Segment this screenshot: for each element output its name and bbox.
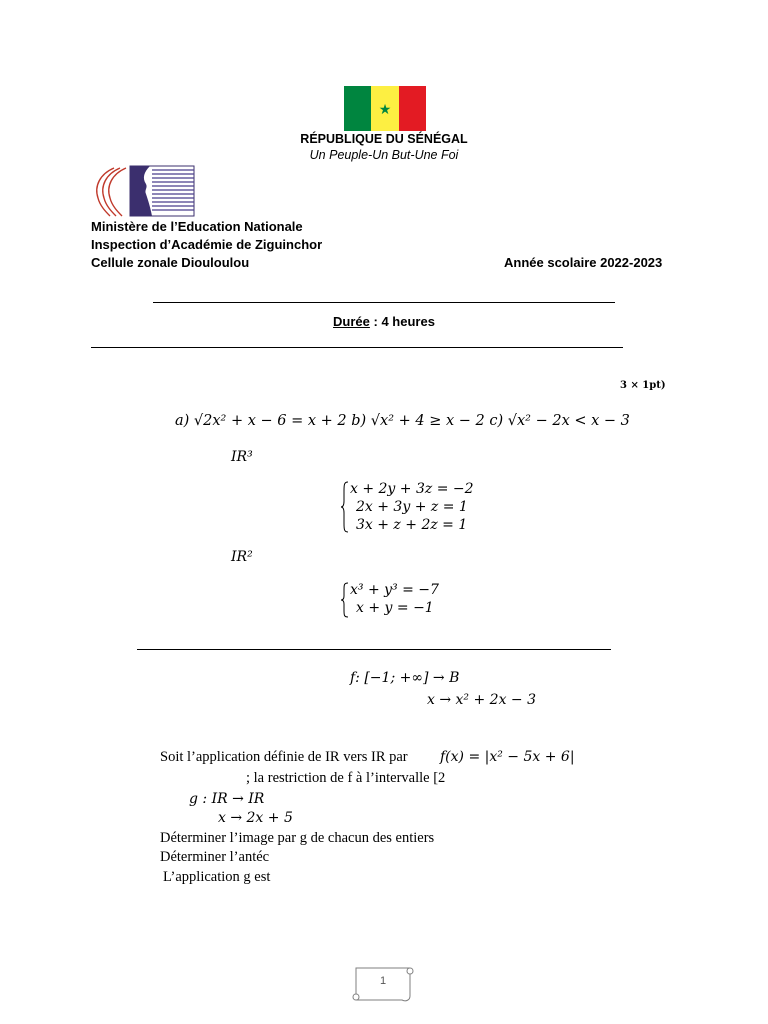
space-r2: IR² (231, 549, 253, 565)
page-number: 1 (379, 975, 387, 987)
ex3-line-5: L’application g est (163, 869, 271, 885)
duration-rule (91, 347, 623, 348)
cellule-name: Cellule zonale Diouloulou (91, 255, 250, 270)
flag-green-band (344, 86, 371, 131)
senegal-flag (344, 86, 426, 131)
flag-yellow-band (371, 86, 398, 131)
ministry-name: Ministère de l’Education Nationale (91, 219, 303, 234)
equations-line: a) √2x² + x − 6 = x + 2 b) √x² + 4 ≥ x − 2 c) √x² − 2x < x − 3 (175, 413, 630, 429)
top-rule (153, 302, 615, 303)
left-brace-icon (340, 481, 350, 533)
inspection-name: Inspection d’Académie de Ziguinchor (91, 237, 323, 252)
space-r3: IR³ (231, 449, 253, 465)
system-1-eq-3: 3x + z + 2z = 1 (356, 517, 468, 533)
school-year: Année scolaire 2022-2023 (504, 255, 663, 270)
country-name: RÉPUBLIQUE DU SÉNÉGAL (300, 132, 468, 146)
ex3-line-1: Soit l’application définie de IR vers IR par (160, 749, 408, 765)
duration (0, 314, 768, 329)
ex3-f-expression: f(x) = |x² − 5x + 6| (440, 749, 575, 765)
ex3-line-4: Déterminer l’antéc (160, 849, 270, 865)
points: 3 × 1pt) (620, 380, 666, 391)
g-mapping: x → 2x + 5 (218, 810, 293, 826)
f-definition: f: [−1; +∞] → B (350, 670, 460, 686)
flag-red-band (399, 86, 426, 131)
system-2-eq-2: x + y = −1 (356, 600, 434, 616)
ex3-line-3: Déterminer l’image par g de chacun des entiers (160, 830, 435, 846)
duration-label: Durée (333, 314, 370, 329)
system-1-eq-1: x + 2y + 3z = −2 (350, 481, 474, 497)
duration-value: 4 heures (381, 314, 435, 329)
system-2 (340, 582, 480, 618)
motto: Un Peuple-Un But-Une Foi (309, 148, 459, 162)
system-1 (340, 481, 520, 535)
system-1-eq-2: 2x + 3y + z = 1 (356, 499, 468, 515)
duration-sep: : (369, 314, 382, 329)
section-rule (137, 649, 611, 650)
star-icon: ★ (378, 100, 392, 117)
ministry-logo (92, 164, 196, 218)
g-definition: g : IR → IR (189, 791, 265, 807)
f-mapping: x → x² + 2x − 3 (427, 692, 537, 708)
left-brace-icon (340, 582, 350, 618)
ex3-line-2: ; la restriction de f à l’intervalle [2 (246, 770, 446, 786)
system-2-eq-1: x³ + y³ = −7 (350, 582, 439, 598)
